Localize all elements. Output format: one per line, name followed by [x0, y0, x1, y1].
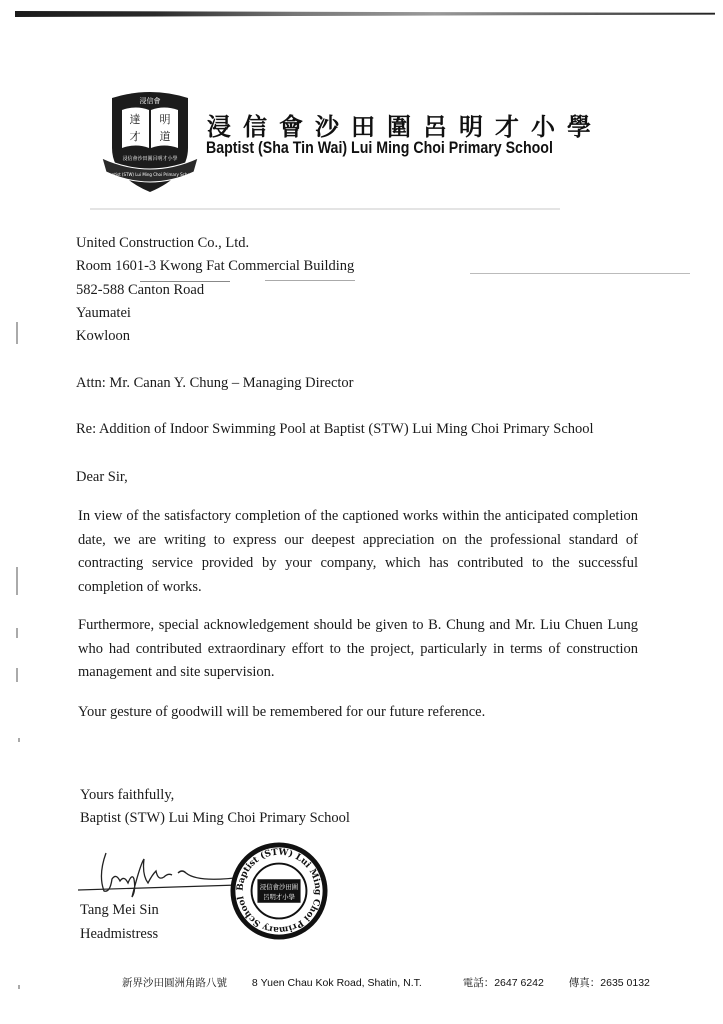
- stamp-center-line-2: 呂明才小學: [263, 892, 295, 901]
- recipient-line: Yaumatei: [76, 305, 131, 321]
- scan-artifact: [16, 628, 18, 638]
- crest-top-text: 浸信會: [139, 97, 161, 105]
- scan-artifact: [90, 208, 560, 210]
- body-paragraph: Your gesture of goodwill will be remembered for our future reference.: [78, 704, 486, 720]
- scan-artifact: [16, 322, 18, 344]
- recipient-line: Kowloon: [76, 328, 130, 344]
- salutation: Dear Sir,: [76, 469, 128, 485]
- crest-book-left-2: 才: [129, 130, 141, 143]
- letterhead-footer: [122, 975, 672, 990]
- recipient-line: United Construction Co., Ltd.: [76, 235, 250, 251]
- school-name-english: Baptist (Sha Tin Wai) Lui Ming Choi Primary School: [206, 139, 553, 157]
- scan-artifact: [265, 280, 355, 281]
- scan-artifact: [18, 738, 20, 742]
- footer-telephone: [463, 977, 544, 989]
- footer-fax: [569, 977, 650, 989]
- signature-icon: [78, 845, 248, 900]
- footer-tel-label: 電話：: [462, 977, 495, 989]
- footer-address-english: 8 Yuen Chau Kok Road, Shatin, N.T.: [251, 977, 422, 989]
- signing-organization: Baptist (STW) Lui Ming Choi Primary School: [80, 810, 350, 826]
- footer-fax-number: 2635 0132: [600, 977, 650, 989]
- scan-artifact: [16, 567, 18, 595]
- footer-fax-label: 傳真：: [568, 977, 601, 989]
- signatory-name: Tang Mei Sin: [80, 902, 159, 918]
- stamp-ring-text: Baptist (STW) Lui Ming Choi Primary School: [235, 847, 323, 935]
- body-paragraph: Furthermore, special acknowledgement should be given to B. Chung and Mr. Liu Chuen Lung who had contributed extraordinary effort to the project, particularly in terms of construction management and site supervision.: [78, 617, 638, 680]
- footer-tel-number: 2647 6242: [494, 977, 544, 989]
- crest-book-right-1: 明: [159, 113, 171, 126]
- crest-book-right-2: 道: [159, 130, 171, 143]
- scan-artifact: [18, 985, 20, 989]
- scan-artifact: [16, 668, 18, 682]
- footer-address-chinese: 新界沙田圓洲角路八號: [122, 977, 227, 989]
- scan-edge-bar: [15, 11, 715, 17]
- crest-ribbon-text-en: Baptist (STW) Lui Ming Choi Primary School: [106, 172, 194, 177]
- stamp-center-line-1: 浸信會沙田圍: [259, 883, 299, 892]
- school-seal-stamp-icon: [230, 842, 328, 940]
- recipient-line: 582-588 Canton Road: [76, 282, 205, 298]
- valediction: Yours faithfully,: [80, 787, 175, 803]
- subject-line: Re: Addition of Indoor Swimming Pool at Baptist (STW) Lui Ming Choi Primary School: [76, 421, 594, 437]
- attention-line: Attn: Mr. Canan Y. Chung – Managing Director: [76, 375, 354, 391]
- school-crest-icon: [100, 88, 200, 193]
- school-name-chinese: 浸信會沙田圍呂明才小學: [207, 112, 603, 141]
- crest-book-left-1: 達: [129, 113, 141, 126]
- body-paragraph: In view of the satisfactory completion of the captioned works within the anticipated completion date, we are writing to express our deepest appreciation on the professional standard of contracting service provided by your company, which has contributed to the successful completion of works.: [78, 508, 638, 595]
- signatory-title: Headmistress: [80, 926, 159, 942]
- recipient-line: Room 1601-3 Kwong Fat Commercial Building: [76, 258, 355, 274]
- scan-artifact: [470, 273, 690, 274]
- crest-ribbon-text: 浸信會沙田圍呂明才小學: [122, 156, 178, 162]
